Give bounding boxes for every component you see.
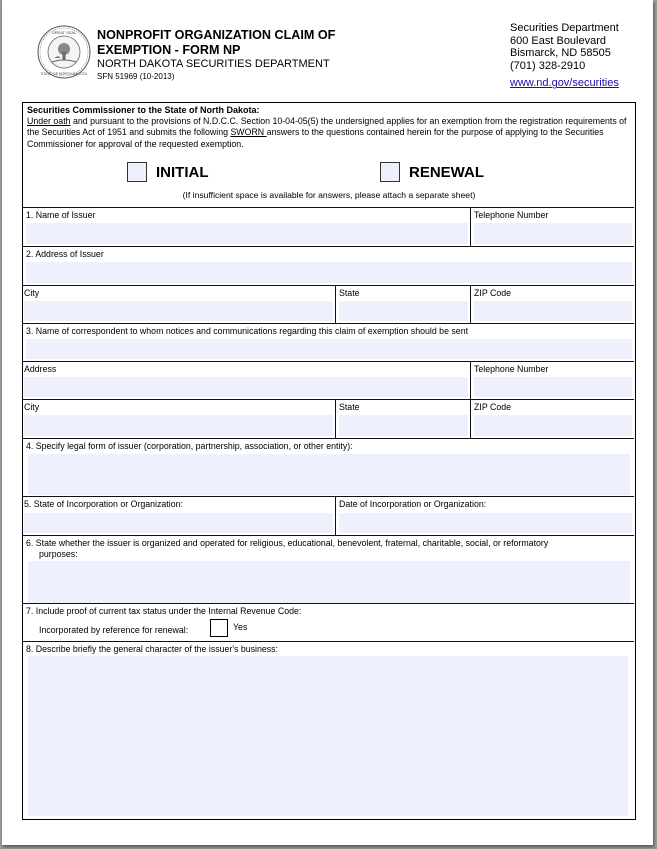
issuer-name-label: 1. Name of Issuer [26,210,96,220]
row-issuer-address [23,246,634,285]
row-legal-form [23,438,634,496]
form-title: NONPROFIT ORGANIZATION CLAIM OF EXEMPTION - FORM NP [97,28,336,57]
contact-block [510,22,619,90]
renewal-reference-label: Incorporated by reference for renewal: [39,625,189,635]
website-link[interactable]: www.nd.gov/securities [510,77,619,90]
correspondent-phone-input[interactable] [474,377,632,397]
row-purpose [23,535,634,603]
purpose-input[interactable] [28,561,630,603]
intro-text [27,105,627,150]
correspondent-state-label: State [339,402,360,412]
issuer-address-input[interactable] [26,262,632,283]
yes-label: Yes [233,622,248,632]
legal-form-label: 4. Specify legal form of issuer (corporation, partnership, association, or other entity): [26,441,353,451]
issuer-state-label: State [339,288,360,298]
correspondent-zip-input[interactable] [474,415,632,436]
addressee: Securities Commissioner to the State of North Dakota: [27,105,260,115]
issuer-zip-input[interactable] [474,301,632,321]
renewal-checkbox[interactable] [380,162,400,182]
row-tax-status [23,603,634,641]
contact-phone: (701) 328-2910 [510,59,586,72]
issuer-name-input[interactable] [26,223,468,244]
issuer-city-label: City [24,288,40,298]
incorporation-state-label: 5. State of Incorporation or Organization: [24,499,183,509]
purpose-label-line1: 6. State whether the issuer is organized and operated for religious, educational, benevolent, fraternal, charitable, social, or reformatory [26,538,549,548]
incorporation-date-input[interactable] [339,513,632,533]
svg-text:STATE OF NORTH DAKOTA: STATE OF NORTH DAKOTA [40,72,88,76]
claim-form [22,102,636,820]
business-character-label: 8. Describe briefly the general character of the issuer's business: [26,644,279,654]
issuer-address-label: 2. Address of Issuer [26,249,104,259]
space-note: (If insufficient space is available for answers, please attach a separate sheet) [182,190,476,200]
tax-status-label: 7. Include proof of current tax status under the Internal Revenue Code: [26,606,302,616]
correspondent-phone-label: Telephone Number [474,364,549,374]
issuer-zip-label: ZIP Code [474,288,512,298]
purpose-label-line2: purposes: [39,549,78,559]
sworn: SWORN [230,127,267,138]
row-correspondent-city [23,399,634,438]
row-issuer-name [23,207,634,246]
contact-name: Securities Department [510,22,619,34]
incorporation-date-label: Date of Incorporation or Organization: [339,499,487,509]
intro-body-b: answers to the questions contained herein for the purpose of applying to the Securities Commissioner for approval of the requested exemption. [27,127,604,149]
contact-city: Bismarck, ND 58505 [510,47,611,60]
svg-text:GREAT SEAL: GREAT SEAL [51,30,77,35]
under-oath: Under oath [27,116,71,127]
legal-form-input[interactable] [28,454,630,495]
correspondent-address-label: Address [24,364,57,374]
tax-status-yes-checkbox[interactable] [210,619,228,637]
initial-label: INITIAL [156,164,209,181]
correspondent-city-label: City [24,402,40,412]
business-character-input[interactable] [28,656,628,816]
contact-street: 600 East Boulevard [510,34,607,47]
correspondent-state-input[interactable] [339,415,468,436]
correspondent-city-input[interactable] [24,415,333,436]
correspondent-name-label: 3. Name of correspondent to whom notices and communications regarding this claim of exemption should be sent [26,326,469,336]
correspondent-zip-label: ZIP Code [474,402,512,412]
issuer-city-input[interactable] [24,301,333,321]
incorporation-state-input[interactable] [24,513,333,533]
form-page [2,0,653,845]
correspondent-name-input[interactable] [26,339,632,359]
form-number: SFN 51969 (10-2013) [97,72,175,81]
row-correspondent-name [23,323,634,361]
renewal-label: RENEWAL [409,164,484,181]
row-business-character [23,641,634,818]
issuer-phone-input[interactable] [474,223,632,244]
row-issuer-city [23,285,634,323]
issuer-phone-label: Telephone Number [474,210,549,220]
correspondent-address-input[interactable] [24,377,468,397]
intro-body-a: and pursuant to the provisions of N.D.C.C. Section 10-04-05(5) the undersigned applies for an exemption from the registration requirements of the Securities Act of 1951 and submits the following [27,116,627,138]
issuer-state-input[interactable] [339,301,468,321]
department-name: NORTH DAKOTA SECURITIES DEPARTMENT [97,58,330,70]
state-seal-icon [37,25,91,79]
initial-checkbox[interactable] [127,162,147,182]
row-correspondent-address [23,361,634,399]
row-incorporation [23,496,634,535]
